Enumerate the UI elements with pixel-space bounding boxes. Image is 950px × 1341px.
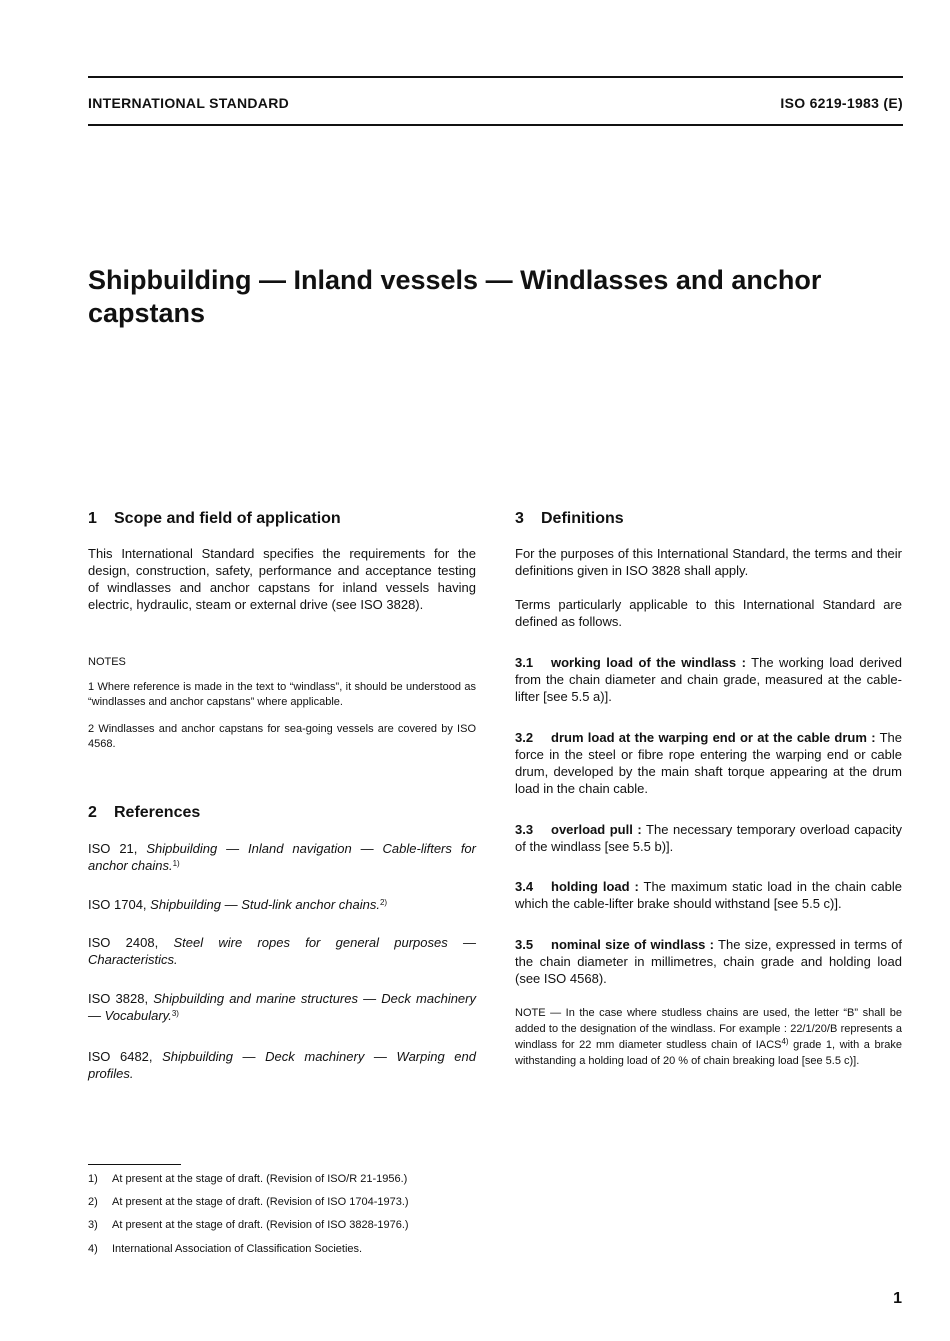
header-left: INTERNATIONAL STANDARD xyxy=(88,95,290,111)
footnote-text: At present at the stage of draft. (Revision of ISO 3828-1976.) xyxy=(112,1219,409,1231)
def-text: The size, expressed in terms of the chain diameter in millimetres, chain grade and holding load (see ISO 4568). xyxy=(515,937,902,986)
section-number: 3 xyxy=(515,510,524,527)
note-text-cont: grade 1, with a brake withstanding a holding load of 20 % of chain breaking load [see 5.5 c)]. xyxy=(515,1039,902,1067)
ref-title: Shipbuilding — Deck machinery — Warping end profiles. xyxy=(88,1049,476,1081)
ref-code: ISO 6482, xyxy=(88,1049,163,1064)
footnote-number: 1) xyxy=(88,1173,98,1185)
ref-footnote-mark: 3) xyxy=(171,1009,179,1018)
def-text: The force in the steel or fibre rope entering the warping end or cable drum, developed by the main shaft torque appearing at the drum load in the chain cable. xyxy=(515,730,903,796)
ref-footnote-mark: 1) xyxy=(172,859,180,868)
header-rule xyxy=(88,124,903,126)
def-number: 3.4 xyxy=(515,879,534,894)
definitions-intro-2: Terms particularly applicable to this International Standard are defined as follows. xyxy=(515,597,902,629)
footnote-rule xyxy=(88,1164,181,1165)
scope-paragraph: This International Standard specifies the requirements for the design, construction, safety, performance and acceptance testing of windlasses and anchor capstans for inland vessels having electric, hydraulic, steam or external drive (see ISO 3828). xyxy=(88,546,476,612)
reference-item xyxy=(88,840,476,874)
footnote-text: At present at the stage of draft. (Revision of ISO/R 21-1956.) xyxy=(112,1173,408,1185)
page-title: Shipbuilding — Inland vessels — Windlasses and anchor capstans xyxy=(88,265,822,328)
reference-item xyxy=(88,1048,476,1082)
header-right: ISO 6219-1983 (E) xyxy=(780,95,903,111)
def-text: The working load derived from the chain diameter and chain grade, measured at the cable-lifter [see 5.5 a)]. xyxy=(515,655,903,704)
def-number: 3.5 xyxy=(515,937,534,952)
footnote-text: At present at the stage of draft. (Revision of ISO 1704-1973.) xyxy=(112,1196,409,1208)
ref-title: Shipbuilding and marine structures — Deck machinery — Vocabulary. xyxy=(88,991,476,1023)
footnote xyxy=(88,1196,409,1208)
section-number: 1 xyxy=(88,510,97,527)
footnote-number: 4) xyxy=(88,1243,98,1255)
def-number: 3.3 xyxy=(515,822,534,837)
ref-title: Shipbuilding — Inland navigation — Cable-lifters for anchor chains. xyxy=(88,841,476,873)
section-1-heading xyxy=(88,510,476,527)
def-text: The maximum static load in the chain cable which the cable-lifter brake should withstand [see 5.5 c)]. xyxy=(515,879,902,911)
definitions-intro: For the purposes of this International Standard, the terms and their definitions given in ISO 3828 shall apply. xyxy=(515,546,902,578)
footnote-text: International Association of Classification Societies. xyxy=(112,1243,363,1255)
ref-code: ISO 2408, xyxy=(88,935,174,950)
section-3-heading xyxy=(515,510,902,527)
ref-code: ISO 1704, xyxy=(88,897,151,912)
definition-3-2 xyxy=(515,729,902,797)
def-text: The necessary temporary overload capacity of the windlass [see 5.5 b)]. xyxy=(515,822,902,854)
page-number: 1 xyxy=(893,1290,902,1307)
top-rule xyxy=(88,76,903,78)
reference-item xyxy=(88,896,476,913)
section-2-heading xyxy=(88,804,476,821)
footnote xyxy=(88,1243,362,1255)
ref-footnote-mark: 2) xyxy=(379,898,388,907)
ref-title: Shipbuilding — Stud-link anchor chains. xyxy=(150,897,380,912)
ref-code: ISO 21, xyxy=(88,841,147,856)
definition-3-1 xyxy=(515,654,902,705)
footnote-number: 3) xyxy=(88,1219,98,1231)
definition-3-3 xyxy=(515,821,902,855)
section-number: 2 xyxy=(88,804,97,821)
def-number: 3.1 xyxy=(515,655,534,670)
section-title: Scope and field of application xyxy=(114,510,341,527)
note-1: 1 Where reference is made in the text to “windlass”, it should be understood as “windlasses and anchor capstans” where applicable. xyxy=(88,681,476,708)
def-term: holding load : xyxy=(551,879,639,894)
definition-3-4 xyxy=(515,878,902,912)
def-term: drum load at the warping end or at the cable drum : xyxy=(551,730,876,745)
note-footnote-mark: 4) xyxy=(781,1037,789,1046)
note-2: 2 Windlasses and anchor capstans for sea-going vessels are covered by ISO 4568. xyxy=(88,723,476,750)
definitions-note xyxy=(515,1005,902,1069)
section-title: Definitions xyxy=(541,510,624,527)
ref-title: Steel wire ropes for general purposes — Characteristics. xyxy=(88,935,476,967)
ref-code: ISO 3828, xyxy=(88,991,154,1006)
reference-item xyxy=(88,934,476,968)
footnote xyxy=(88,1173,407,1185)
def-term: working load of the windlass : xyxy=(551,655,746,670)
def-term: nominal size of windlass : xyxy=(551,937,715,952)
section-title: References xyxy=(114,804,201,821)
reference-item xyxy=(88,990,476,1024)
def-number: 3.2 xyxy=(515,730,534,745)
footnote-number: 2) xyxy=(88,1196,98,1208)
note-text: NOTE — In the case where studless chains are used, the letter “B” shall be added to the designation of the windlass. For example : 22/1/20/B represents a windlass for 22 mm diameter studless chain of IACS xyxy=(515,1007,902,1051)
notes-label: NOTES xyxy=(88,656,126,668)
definition-3-5 xyxy=(515,936,902,987)
def-term: overload pull : xyxy=(551,822,642,837)
footnote xyxy=(88,1219,409,1231)
